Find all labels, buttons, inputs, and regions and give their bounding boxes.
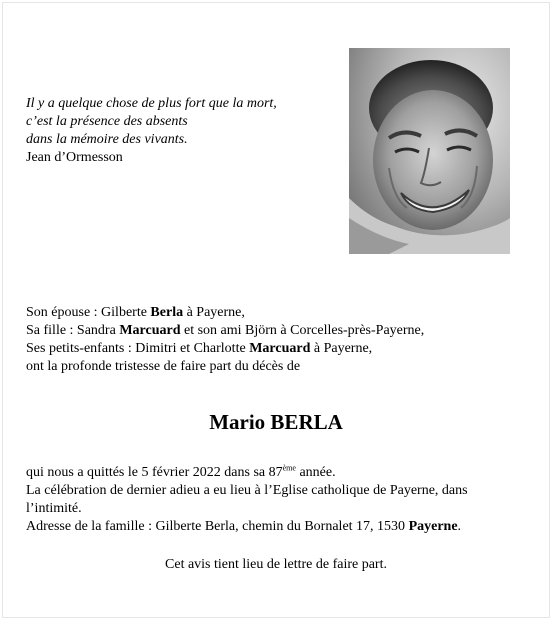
family-announcement bbox=[26, 304, 536, 376]
portrait-photo bbox=[349, 48, 510, 254]
grandchildren-text: Ses petits-enfants : Dimitri et Charlotte bbox=[26, 341, 250, 356]
address-city: Payerne bbox=[408, 519, 458, 534]
quote-author: Jean d’Ormesson bbox=[26, 150, 123, 165]
quote-line: dans la mémoire des vivants. bbox=[26, 132, 188, 147]
epigraph-quote bbox=[26, 95, 326, 167]
passed-text-end: année. bbox=[295, 465, 336, 480]
grandchildren-location: à Payerne, bbox=[310, 341, 373, 356]
announcement-line: ont la profonde tristesse de faire part du décès de bbox=[26, 359, 301, 374]
quote-line: c’est la présence des absents bbox=[26, 114, 188, 129]
grandchildren-surname: Marcuard bbox=[249, 341, 311, 356]
portrait-illustration bbox=[349, 48, 510, 254]
daughter-location: et son ami Björn à Corcelles-près-Payerne, bbox=[180, 323, 425, 338]
address-end: . bbox=[457, 519, 462, 534]
closing-notice: Cet avis tient lieu de lettre de faire part. bbox=[165, 557, 387, 572]
address-text: Adresse de la famille : Gilberte Berla, chemin du Bornalet 17, 1530 bbox=[26, 519, 409, 534]
death-details bbox=[26, 464, 536, 536]
ordinal-suffix: ème bbox=[282, 463, 296, 473]
quote-line: Il y a quelque chose de plus fort que la mort, bbox=[26, 96, 277, 111]
family-address-line bbox=[26, 518, 536, 536]
ceremony-line-continued: l’intimité. bbox=[26, 501, 82, 516]
spouse-text: Son épouse : Gilberte bbox=[26, 305, 151, 320]
deceased-name: Mario BERLA bbox=[209, 410, 343, 434]
family-spouse-line bbox=[26, 304, 536, 322]
spouse-location: à Payerne, bbox=[183, 305, 245, 320]
family-grandchildren-line bbox=[26, 340, 536, 358]
passed-line bbox=[26, 464, 536, 482]
daughter-text: Sa fille : Sandra bbox=[26, 323, 120, 338]
daughter-surname: Marcuard bbox=[119, 323, 181, 338]
ceremony-line: La célébration de dernier adieu a eu lieu à l’Eglise catholique de Payerne, dans bbox=[26, 483, 468, 498]
passed-text: qui nous a quittés le 5 février 2022 dans sa 87 bbox=[26, 465, 283, 480]
spouse-surname: Berla bbox=[150, 305, 184, 320]
family-daughter-line bbox=[26, 322, 536, 340]
